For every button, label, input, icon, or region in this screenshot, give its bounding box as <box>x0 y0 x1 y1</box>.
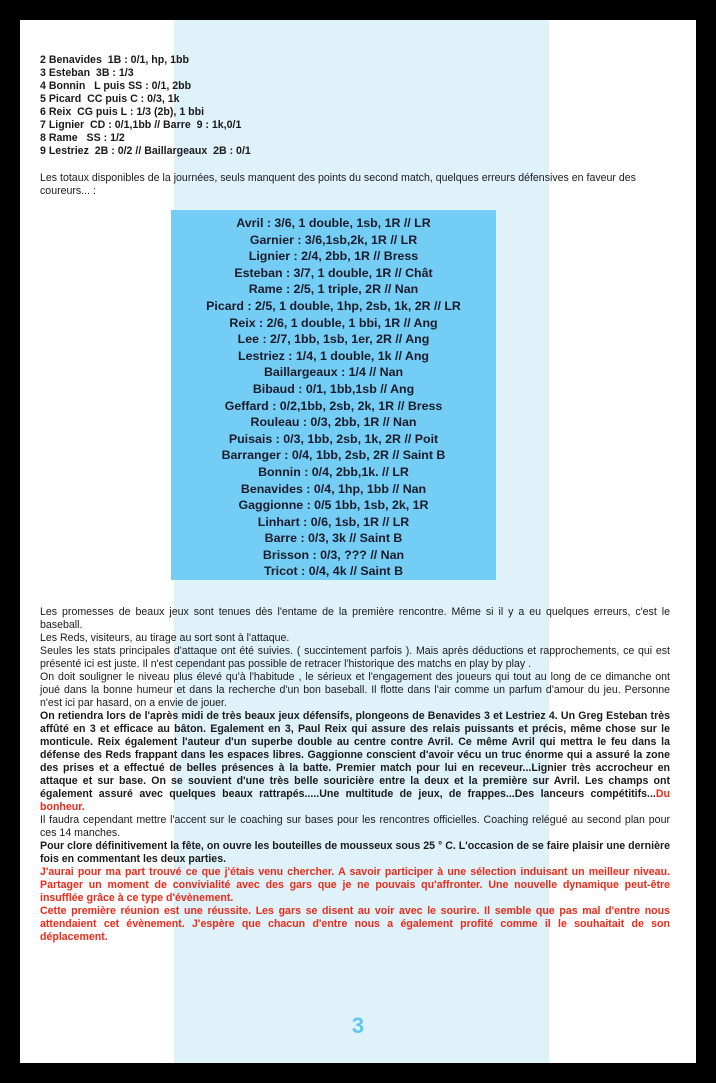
stat-line: Garnier : 3/6,1sb,2k, 1R // LR <box>249 232 418 247</box>
lineup-list <box>40 54 670 158</box>
stat-line: Lestriez : 1/4, 1 double, 1k // Ang <box>238 348 429 363</box>
stat-line: Gaggionne : 0/5 1bb, 1sb, 2k, 1R <box>238 498 429 513</box>
page <box>20 20 696 1063</box>
lineup-line: 3 Esteban 3B : 1/3 <box>40 67 134 79</box>
stat-line: Bonnin : 0/4, 2bb,1k. // LR <box>258 464 409 479</box>
highlights-text: On retiendra lors de l'après midi de très beaux jeux défensifs, plongeons de Benavides 3 et Lestriez 4. Un Greg Esteban très affûté en 3 et efficace au bâton. Egalement en 3, Paul Reix qui assure des relais puissants et précis, même chose sur le monticule. Reix également l'auteur d'un superbe double au centre contre Avril. Ce même Avril qui mettra le feu dans la défense des Reds frappant dans les espaces libres. Gaggionne conscient d'avoir vécu un truc énorme qui a assuré la zone des prises et a effectué de belles présences à la batte. Premier match pour lui en receveur...Lignier très accrocheur en attaque et sur base. On se souvient d'une très belle souricière entre la deux et la première sur Avril. Les champs ont également assuré avec quelques beaux rattrapés.....Une multitude de jeux, de frappes...Des lanceurs compétitifs... <box>40 710 670 800</box>
stats-box <box>171 210 496 580</box>
lineup-line: 8 Rame SS : 1/2 <box>40 132 125 144</box>
stat-line: Esteban : 3/7, 1 double, 1R // Chât <box>234 265 433 280</box>
lineup-line: 9 Lestriez 2B : 0/2 // Baillargeaux 2B : 0/1 <box>40 145 251 157</box>
stat-line: Puisais : 0/3, 1bb, 2sb, 1k, 2R // Poit <box>228 431 439 446</box>
stat-line: Rouleau : 0/3, 2bb, 1R // Nan <box>250 415 417 430</box>
intro-text: Les totaux disponibles de la journées, seuls manquent des points du second match, quelques erreurs défensives en faveur des coureurs... : <box>40 172 636 197</box>
lineup-line: 5 Picard CC puis C : 0/3, 1k <box>40 93 180 105</box>
stat-line: Lee : 2/7, 1bb, 1sb, 1er, 2R // Ang <box>237 332 430 347</box>
stat-line: Barre : 0/3, 3k // Saint B <box>264 531 403 546</box>
paragraph: On doit souligner le niveau plus élevé qu'à l'habitude , le sérieux et l'engagement des joueurs qui tout au long de ce dimanche ont joué dans la bonne humeur et dans la recherche d'un bon baseball. Il flotte dans l'air comme un parfum d'amour du jeu. Personne n'est ici par hasard, on a envie de jouer. <box>40 671 670 709</box>
paragraph: Les promesses de beaux jeux sont tenues dès l'entame de la première rencontre. Même si il y a eu quelques erreurs, c'est le baseball. <box>40 606 670 631</box>
stat-line: Baillargeaux : 1/4 // Nan <box>263 365 404 380</box>
article-body <box>40 606 670 944</box>
page-number: 3 <box>351 1013 365 1038</box>
stat-line: Linhart : 0/6, 1sb, 1R // LR <box>257 514 410 529</box>
stat-line: Avril : 3/6, 1 double, 1sb, 1R // LR <box>236 216 431 230</box>
stat-line: Picard : 2/5, 1 double, 1hp, 2sb, 1k, 2R // LR <box>206 298 461 313</box>
stat-line: Lignier : 2/4, 2bb, 1R // Bress <box>248 249 419 264</box>
paragraph: Les Reds, visiteurs, au tirage au sort sont à l'attaque. <box>40 632 290 644</box>
content <box>40 54 670 944</box>
stat-line: Bibaud : 0/1, 1bb,1sb // Ang <box>252 381 415 396</box>
lineup-line: 7 Lignier CD : 0/1,1bb // Barre 9 : 1k,0/1 <box>40 119 242 131</box>
paragraph-highlights <box>40 710 670 814</box>
paragraph: Seules les stats principales d'attaque ont été suivies. ( succintement parfois ). Mais après déductions et rapprochements, ce qui est présenté ici est juste. Il n'est cependant pas possible de retracer l'historique des matchs en play by play . <box>40 645 670 670</box>
stat-line: Benavides : 0/4, 1hp, 1bb // Nan <box>240 481 427 496</box>
stat-line: Reix : 2/6, 1 double, 1 bbi, 1R // Ang <box>229 315 438 330</box>
paragraph-closing: Pour clore définitivement la fête, on ouvre les bouteilles de mousseux sous 25 ° C. L'occasion de se faire plaisir une dernière fois en commentant les deux parties. <box>40 840 670 865</box>
lineup-line: 4 Bonnin L puis SS : 0/1, 2bb <box>40 80 192 92</box>
stat-line: Tricot : 0/4, 4k // Saint B <box>263 564 404 579</box>
paragraph: Il faudra cependant mettre l'accent sur le coaching sur bases pour les rencontres officielles. Coaching relégué au second plan pour ces 14 manches. <box>40 814 670 839</box>
paragraph-red: Cette première réunion est une réussite. Les gars se disent au voir avec le sourire. Il semble que pas mal d'entre nous attendaient cet évènement. J'espère que chacun d'entre nous a également profité comme il le souhaitait de son déplacement. <box>40 905 670 943</box>
stat-line: Barranger : 0/4, 1bb, 2sb, 2R // Saint B <box>221 448 446 463</box>
lineup-line: 2 Benavides 1B : 0/1, hp, 1bb <box>40 54 189 66</box>
highlights-red-text: Du bonheur. <box>40 788 670 813</box>
lineup-line: 6 Reix CG puis L : 1/3 (2b), 1 bbi <box>40 106 205 118</box>
stat-line: Geffard : 0/2,1bb, 2sb, 2k, 1R // Bress <box>224 398 443 413</box>
paragraph-red: J'aurai pour ma part trouvé ce que j'étais venu chercher. A savoir participer à une sélection induisant un meilleur niveau. Partager un moment de convivialité avec des gars que je ne pouvais qu'affronter. Une nouvelle dynamique peut-être insufflée grâce à ce type d'évènement. <box>40 866 670 904</box>
stat-line: Rame : 2/5, 1 triple, 2R // Nan <box>248 282 419 297</box>
stat-line: Brisson : 0/3, ??? // Nan <box>262 547 405 562</box>
